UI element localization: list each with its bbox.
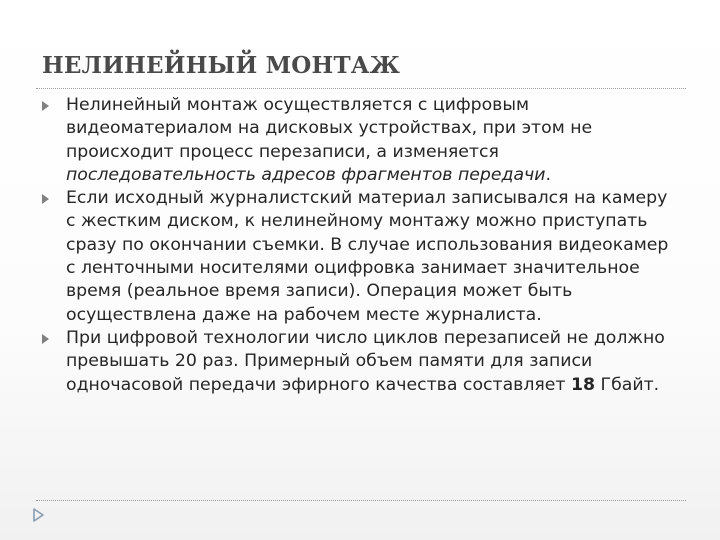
bullet-item-2 [42, 187, 682, 327]
slide-title: НЕЛИНЕЙНЫЙ МОНТАЖ [42, 52, 401, 79]
bullet-item-3 [42, 327, 682, 397]
bullet-1-text-end: . [545, 164, 551, 185]
bullet-1-emphasis: последовательность адресов фрагментов передачи [66, 164, 546, 185]
triangle-right-icon [42, 194, 49, 204]
bullet-3-text: При цифровой технологии число циклов перезаписей не должно превышать 20 раз. Примерный объем памяти для записи одночасовой передачи эфирного качества составляет [66, 327, 665, 395]
bullet-3-strong: 18 [571, 374, 596, 395]
play-arrow-icon[interactable] [29, 506, 47, 524]
bullet-1-text: Нелинейный монтаж осуществляется с цифровым видеоматериалом на дисковых устройствах, при этом не происходит процесс перезаписи, а изменяется [66, 95, 593, 162]
triangle-right-icon [42, 101, 49, 111]
bullet-3-text-end: Гбайт. [595, 374, 660, 395]
bullet-2-text: Если исходный журналистский материал записывался на камеру с жестким диском, к нелинейному монтажу можно приступать сразу по окончании съемки. В случае использования видеокамер с ленточными носителями оцифровка занимает значительное время (реальное время записи). Операция может быть осуществлена даже на рабочем месте журналиста. [66, 188, 669, 325]
bullet-item-1 [42, 94, 682, 187]
bullet-list [42, 94, 682, 397]
triangle-right-icon [42, 334, 49, 344]
title-divider [36, 88, 686, 89]
footer-divider [36, 500, 686, 501]
